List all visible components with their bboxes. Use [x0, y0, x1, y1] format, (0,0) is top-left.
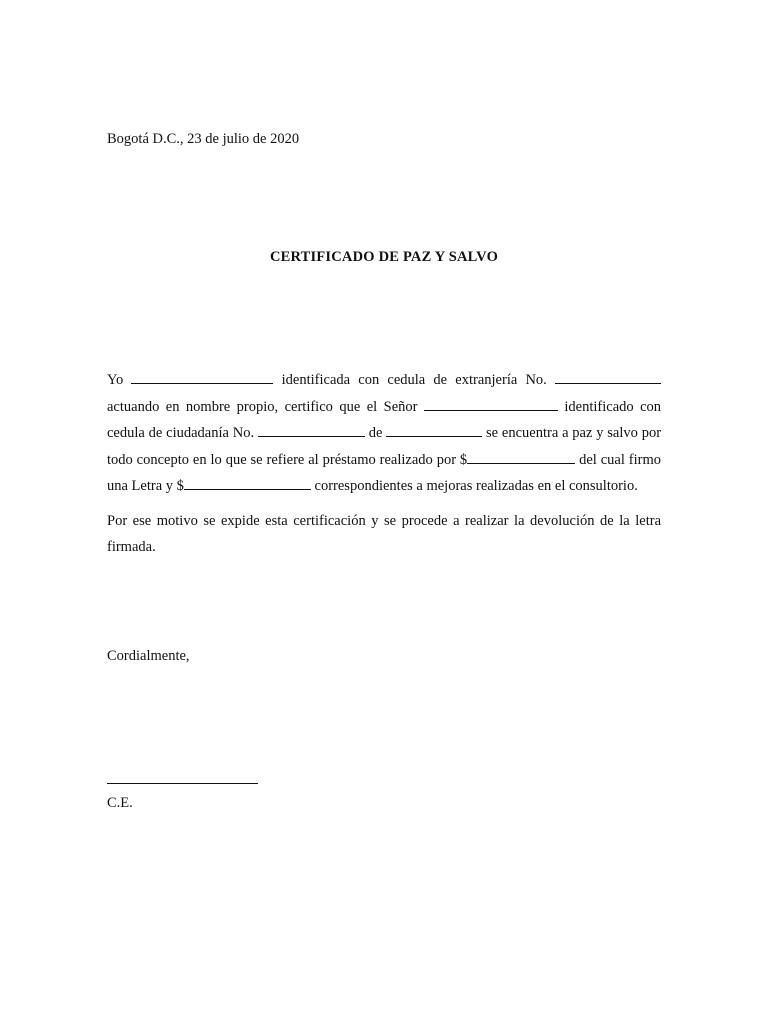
signature-line [107, 783, 258, 784]
document-body [107, 367, 661, 561]
devolution-paragraph: Por ese motivo se expide esta certificación y se procede a realizar la devolución de la letra firmada. [107, 512, 661, 555]
date-line: Bogotá D.C., 23 de julio de 2020 [107, 131, 300, 147]
senor-name-blank [424, 396, 558, 411]
text-mejoras: correspondientes a mejoras realizadas en el consultorio. [314, 478, 638, 494]
name-blank [131, 369, 273, 384]
text-letra: del cual firmo una Letra y $ [107, 451, 661, 494]
improvements-amount-blank [184, 475, 311, 490]
certification-paragraph [107, 367, 661, 500]
loan-amount-blank [467, 449, 575, 464]
text-actuando: actuando en nombre propio, certifico que el Señor [107, 398, 418, 415]
closing-line: Cordialmente, [107, 648, 190, 664]
document-title: CERTIFICADO DE PAZ Y SALVO [269, 249, 499, 265]
text-paz-y-salvo: se encuentra a paz y salvo por todo concepto en lo que se refiere al préstamo realizado por $ [107, 425, 662, 468]
text-id-extranjeria: identificada con cedula de extranjería No. [281, 372, 547, 388]
text-id-ciudadania: identificado con cedula de ciudadanía No. [107, 398, 662, 441]
text-de: de [368, 425, 383, 441]
city-blank [386, 422, 482, 437]
text-yo: Yo [107, 372, 124, 388]
signature-initials: C.E. [107, 795, 133, 811]
extranjeria-number-blank [555, 369, 661, 384]
ciudadania-number-blank [258, 422, 365, 437]
